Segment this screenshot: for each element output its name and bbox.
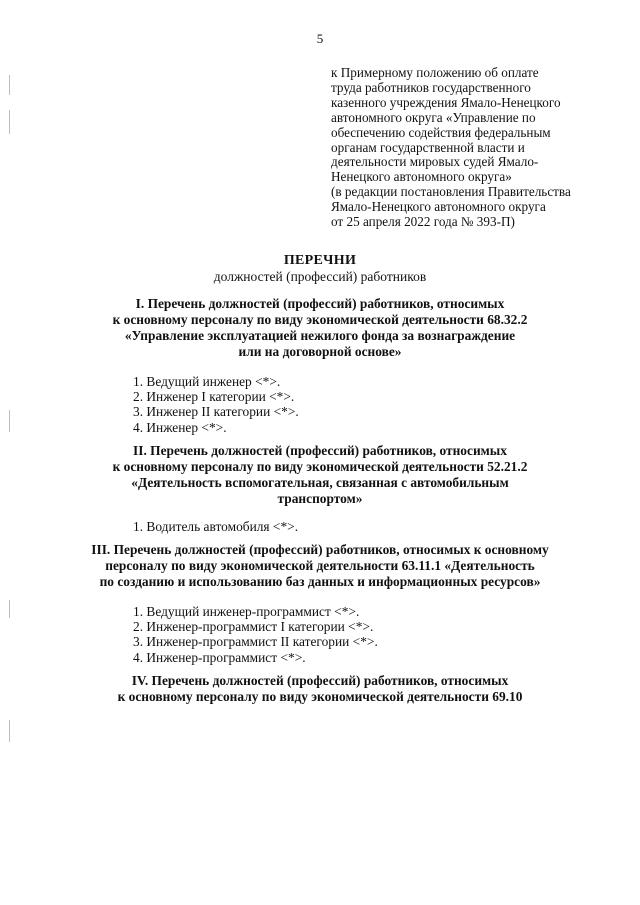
position-list (0, 374, 640, 435)
margin-scan-mark (9, 75, 10, 95)
section-heading-line: I. Перечень должностей (профессий) работников, относимых (135, 296, 505, 311)
section-heading-line: к основному персоналу по виду экономической деятельности 68.32.2 (112, 312, 528, 327)
section-heading-line: или на договорной основе» (238, 344, 402, 359)
appendix-line: автономного округа «Управление по (331, 109, 536, 125)
appendix-line: к Примерному положению об оплате (331, 65, 539, 80)
appendix-line: (в редакции постановления Правительства (331, 184, 571, 200)
appendix-line: органам государственной власти и (331, 139, 525, 155)
section-heading (0, 296, 640, 360)
list-item: 2. Инженер I категории <*>. (133, 389, 295, 405)
section-heading-line: «Управление эксплуатацией нежилого фонда за вознаграждение (124, 328, 516, 343)
section-heading-line: по созданию и использованию баз данных и информационных ресурсов» (99, 574, 541, 589)
appendix-line: Ямало-Ненецкого автономного округа (331, 199, 546, 215)
section-heading-line: транспортом» (277, 491, 363, 506)
section-heading-line: персоналу по виду экономической деятельности 63.11.1 «Деятельность (105, 558, 535, 573)
section-3 (0, 542, 640, 665)
section-heading-line: IV. Перечень должностей (профессий) работников, относимых (131, 673, 509, 688)
document-title-block (0, 253, 640, 285)
list-item: 1. Водитель автомобиля <*>. (133, 519, 299, 534)
list-item: 2. Инженер-программист I категории <*>. (133, 619, 374, 635)
list-item: 1. Ведущий инженер-программист <*>. (133, 604, 360, 619)
appendix-line: от 25 апреля 2022 года № 393-П) (331, 214, 515, 230)
position-list (0, 604, 640, 665)
section-heading (0, 443, 640, 507)
appendix-line: казенного учреждения Ямало-Ненецкого (331, 94, 561, 110)
section-heading-line: «Деятельность вспомогательная, связанная с автомобильным (131, 475, 509, 490)
section-heading (0, 542, 640, 590)
list-item: 4. Инженер-программист <*>. (133, 649, 306, 665)
section-1 (0, 296, 640, 435)
appendix-line: Ненецкого автономного округа» (331, 169, 512, 185)
list-item: 4. Инженер <*>. (133, 419, 227, 435)
section-4 (0, 673, 640, 705)
section-heading-line: к основному персоналу по виду экономической деятельности 52.21.2 (112, 459, 528, 474)
margin-scan-mark (9, 110, 10, 134)
section-heading (0, 673, 640, 705)
appendix-reference (331, 66, 631, 230)
section-heading-line: к основному персоналу по виду экономической деятельности 69.10 (117, 689, 523, 704)
appendix-line: деятельности мировых судей Ямало- (331, 154, 539, 170)
appendix-line: обеспечению содействия федеральным (331, 124, 551, 140)
section-heading-line: III. Перечень должностей (профессий) работников, относимых к основному (91, 542, 549, 557)
list-item: 1. Ведущий инженер <*>. (133, 374, 281, 389)
position-list (0, 519, 640, 534)
document-subtitle: должностей (профессий) работников (213, 269, 427, 284)
list-item: 3. Инженер II категории <*>. (133, 404, 299, 420)
list-item: 3. Инженер-программист II категории <*>. (133, 634, 378, 650)
margin-scan-mark (9, 720, 10, 742)
page-number: 5 (316, 31, 324, 46)
appendix-line: труда работников государственного (331, 79, 531, 95)
section-heading-line: II. Перечень должностей (профессий) работников, относимых (133, 443, 507, 458)
document-title: ПЕРЕЧНИ (283, 253, 357, 268)
section-2 (0, 443, 640, 534)
